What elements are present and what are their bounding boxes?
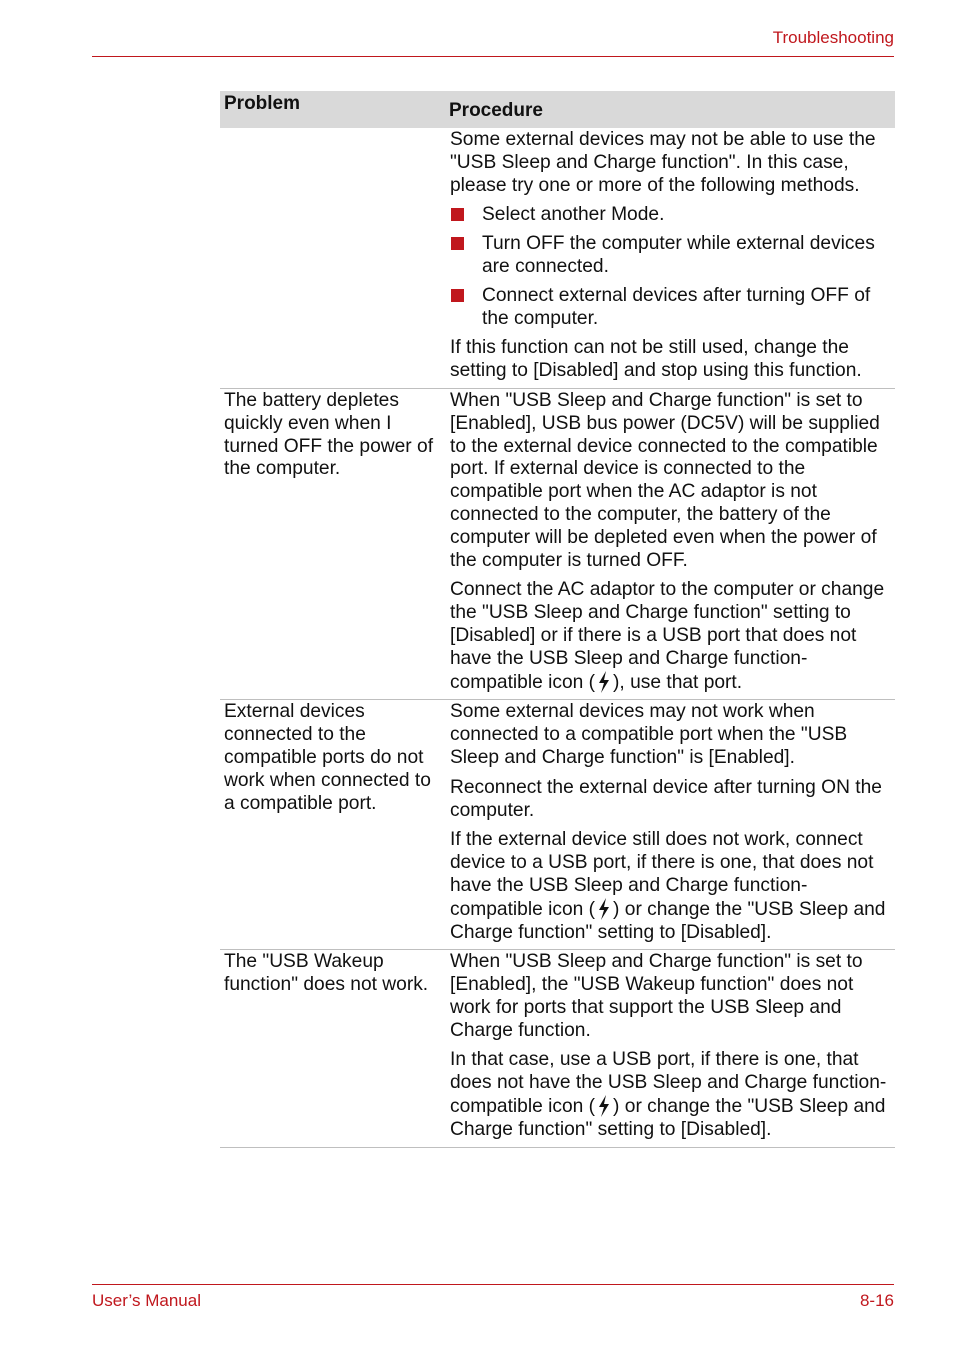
procedure-paragraph: Some external devices may not be able to use the "USB Sleep and Charge function". In this case, please try one or more of the following methods. (450, 129, 876, 196)
problem-cell (220, 128, 445, 388)
procedure-cell (445, 950, 895, 1147)
header-divider (92, 56, 894, 57)
table-row (220, 388, 895, 699)
table-row (220, 700, 895, 950)
usb-sleep-charge-icon (596, 671, 612, 693)
column-header-problem: Problem (220, 91, 445, 128)
running-header-title: Troubleshooting (772, 28, 894, 47)
problem-cell: The "USB Wakeup function" does not work. (220, 950, 445, 1147)
page-number: 8-16 (859, 1291, 894, 1310)
procedure-paragraph: If this function can not be still used, change the setting to [Disabled] and stop using this function. (450, 337, 862, 382)
procedure-text: ), use that port. (613, 671, 743, 693)
problem-cell: External devices connected to the compatible ports do not work when connected to a compatible port. (220, 700, 445, 950)
bullet-square-icon (451, 208, 464, 221)
list-item (450, 204, 891, 227)
list-item (450, 285, 891, 331)
procedure-paragraph: When "USB Sleep and Charge function" is set to [Enabled], the "USB Wakeup function" does not work for ports that support the USB Sleep and Charge function. (450, 951, 863, 1041)
procedure-paragraph (450, 1049, 891, 1141)
procedure-paragraph (450, 829, 891, 944)
footer-manual-title: User’s Manual (92, 1291, 201, 1310)
procedure-text: ) or change the "USB Sleep and Charge function" setting to [Disabled]. (450, 1096, 886, 1140)
usb-sleep-charge-icon (596, 1095, 612, 1117)
footer-divider (92, 1284, 894, 1285)
usb-sleep-charge-icon (596, 898, 612, 920)
procedure-cell (445, 700, 895, 950)
table-row (220, 950, 895, 1147)
troubleshooting-table (220, 91, 895, 1148)
procedure-text: Connect the AC adaptor to the computer or change the "USB Sleep and Charge function" setting to [Disabled] or if there is a USB port that does not have the USB Sleep and Charge function-compatible icon ( (450, 579, 885, 693)
bullet-text: Turn OFF the computer while external devices are connected. (482, 233, 875, 277)
procedure-paragraph: When "USB Sleep and Charge function" is set to [Enabled], USB bus power (DC5V) will be supplied to the external device connected to the compatible port. If external device is connected to the compatible port when the AC adaptor is not connected to the computer, the battery of the computer will be depleted even when the power of the computer is turned OFF. (450, 389, 880, 571)
table-header-row (220, 91, 895, 128)
procedure-paragraph: Reconnect the external device after turning ON the computer. (450, 776, 882, 821)
procedure-bullet-list (450, 204, 891, 330)
table-row (220, 128, 895, 388)
procedure-text: If the external device still does not work, connect device to a USB port, if there is one, that does not have the USB Sleep and Charge function-compatible icon ( (450, 829, 874, 920)
problem-cell: The battery depletes quickly even when I turned OFF the power of the computer. (220, 388, 445, 699)
bullet-text: Select another Mode. (482, 204, 665, 226)
list-item (450, 233, 891, 279)
column-header-procedure: Procedure (445, 91, 895, 128)
bullet-square-icon (451, 237, 464, 250)
bullet-square-icon (451, 289, 464, 302)
procedure-cell (445, 388, 895, 699)
procedure-paragraph (450, 579, 891, 694)
procedure-text: In that case, use a USB port, if there is one, that does not have the USB Sleep and Charge function-compatible icon ( (450, 1049, 887, 1118)
procedure-cell (445, 128, 895, 388)
procedure-text: ) or change the "USB Sleep and Charge function" setting to [Disabled]. (450, 898, 886, 943)
procedure-paragraph: Some external devices may not work when connected to a compatible port when the "USB Sleep and Charge function" is [Enabled]. (450, 701, 848, 768)
bullet-text: Connect external devices after turning OFF of the computer. (482, 284, 871, 329)
